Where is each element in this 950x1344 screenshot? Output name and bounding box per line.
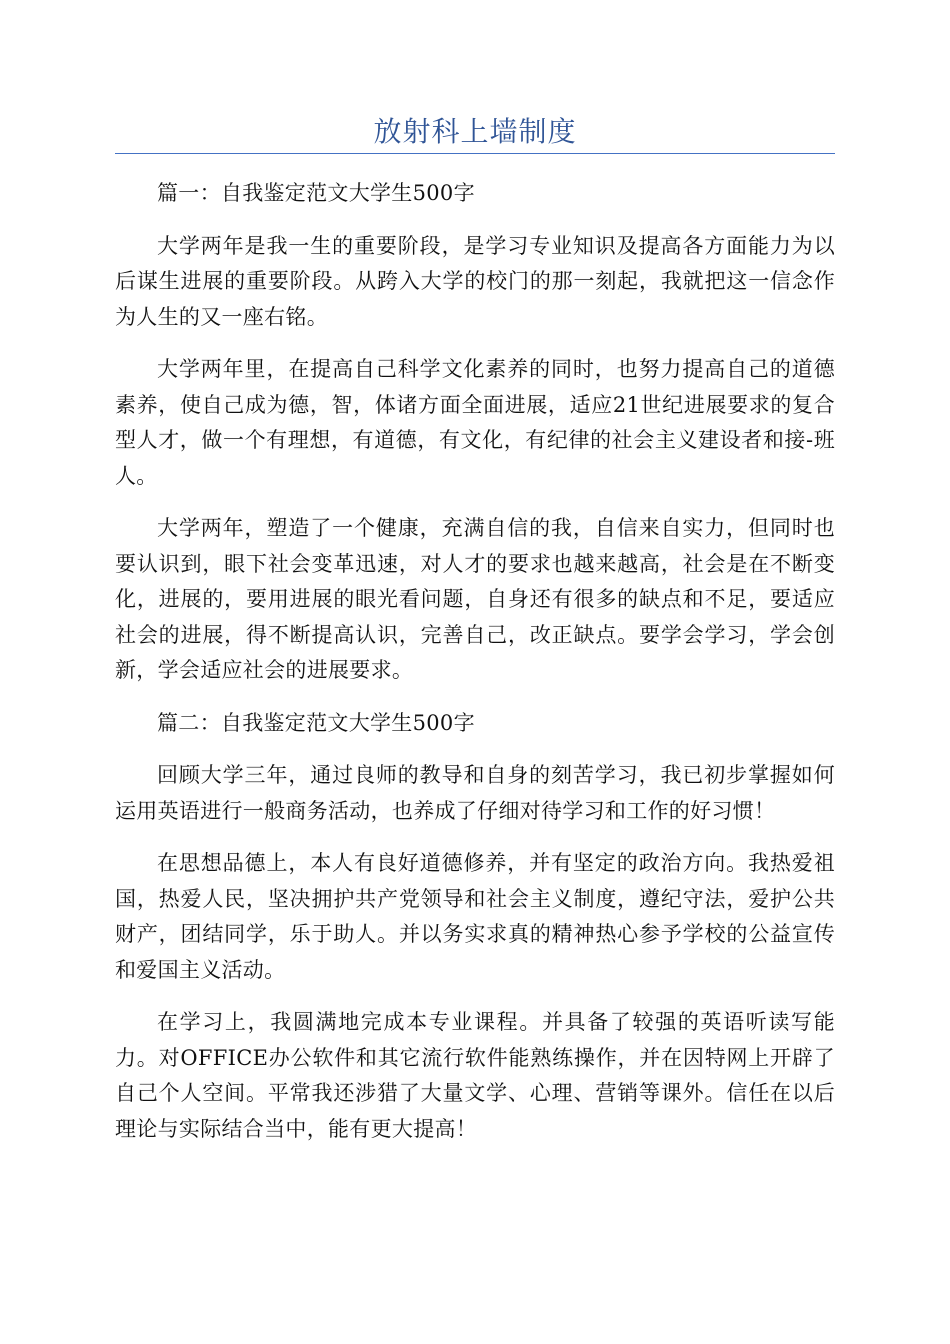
paragraph: 回顾大学三年，通过良师的教导和自身的刻苦学习，我已初步掌握如何运用英语进行一般商务活动，也养成了仔细对待学习和工作的好习惯！: [115, 763, 835, 823]
paragraph: 大学两年，塑造了一个健康，充满自信的我，自信来自实力，但同时也要认识到，眼下社会变革迅速，对人才的要求也越来越高，社会是在不断变化，进展的，要用进展的眼光看问题，自身还有很多的缺点和不足，要适应社会的进展，得不断提高认识，完善自己，改正缺点。要学会学习，学会创新，学会适应社会的进展要求。: [115, 516, 835, 682]
section-heading: 篇二：自我鉴定范文大学生500字: [157, 710, 475, 735]
paragraph: 在学习上，我圆满地完成本专业课程。并具备了较强的英语听读写能力。对OFFICE办公软件和其它流行软件能熟练操作，并在因特网上开辟了自己个人空间。平常我还涉猎了大量文学、心理、营销等课外。信任在以后理论与实际结合当中，能有更大提高！: [115, 1010, 835, 1141]
section-heading: 篇一：自我鉴定范文大学生500字: [157, 181, 475, 205]
paragraph: 大学两年是我一生的重要阶段，是学习专业知识及提高各方面能力为以后谋生进展的重要阶段。从跨入大学的校门的那一刻起，我就把这一信念作为人生的又一座右铭。: [115, 233, 835, 329]
document-title: 放射科上墙制度: [373, 115, 577, 148]
paragraph: 在思想品德上，本人有良好道德修养，并有坚定的政治方向。我热爱祖国，热爱人民，坚决拥护共产党领导和社会主义制度，遵纪守法，爱护公共财产，团结同学，乐于助人。并以务实求真的精神热心参予学校的公益宣传和爱国主义活动。: [115, 851, 835, 982]
document-body: [115, 176, 835, 1164]
paragraph: 大学两年里，在提高自己科学文化素养的同时，也努力提高自己的道德素养，使自己成为德，智，体诸方面全面进展，适应21世纪进展要求的复合型人才，做一个有理想，有道德，有文化，有纪律的社会主义建设者和接-班人。: [115, 357, 835, 488]
title-underline: [115, 153, 835, 154]
